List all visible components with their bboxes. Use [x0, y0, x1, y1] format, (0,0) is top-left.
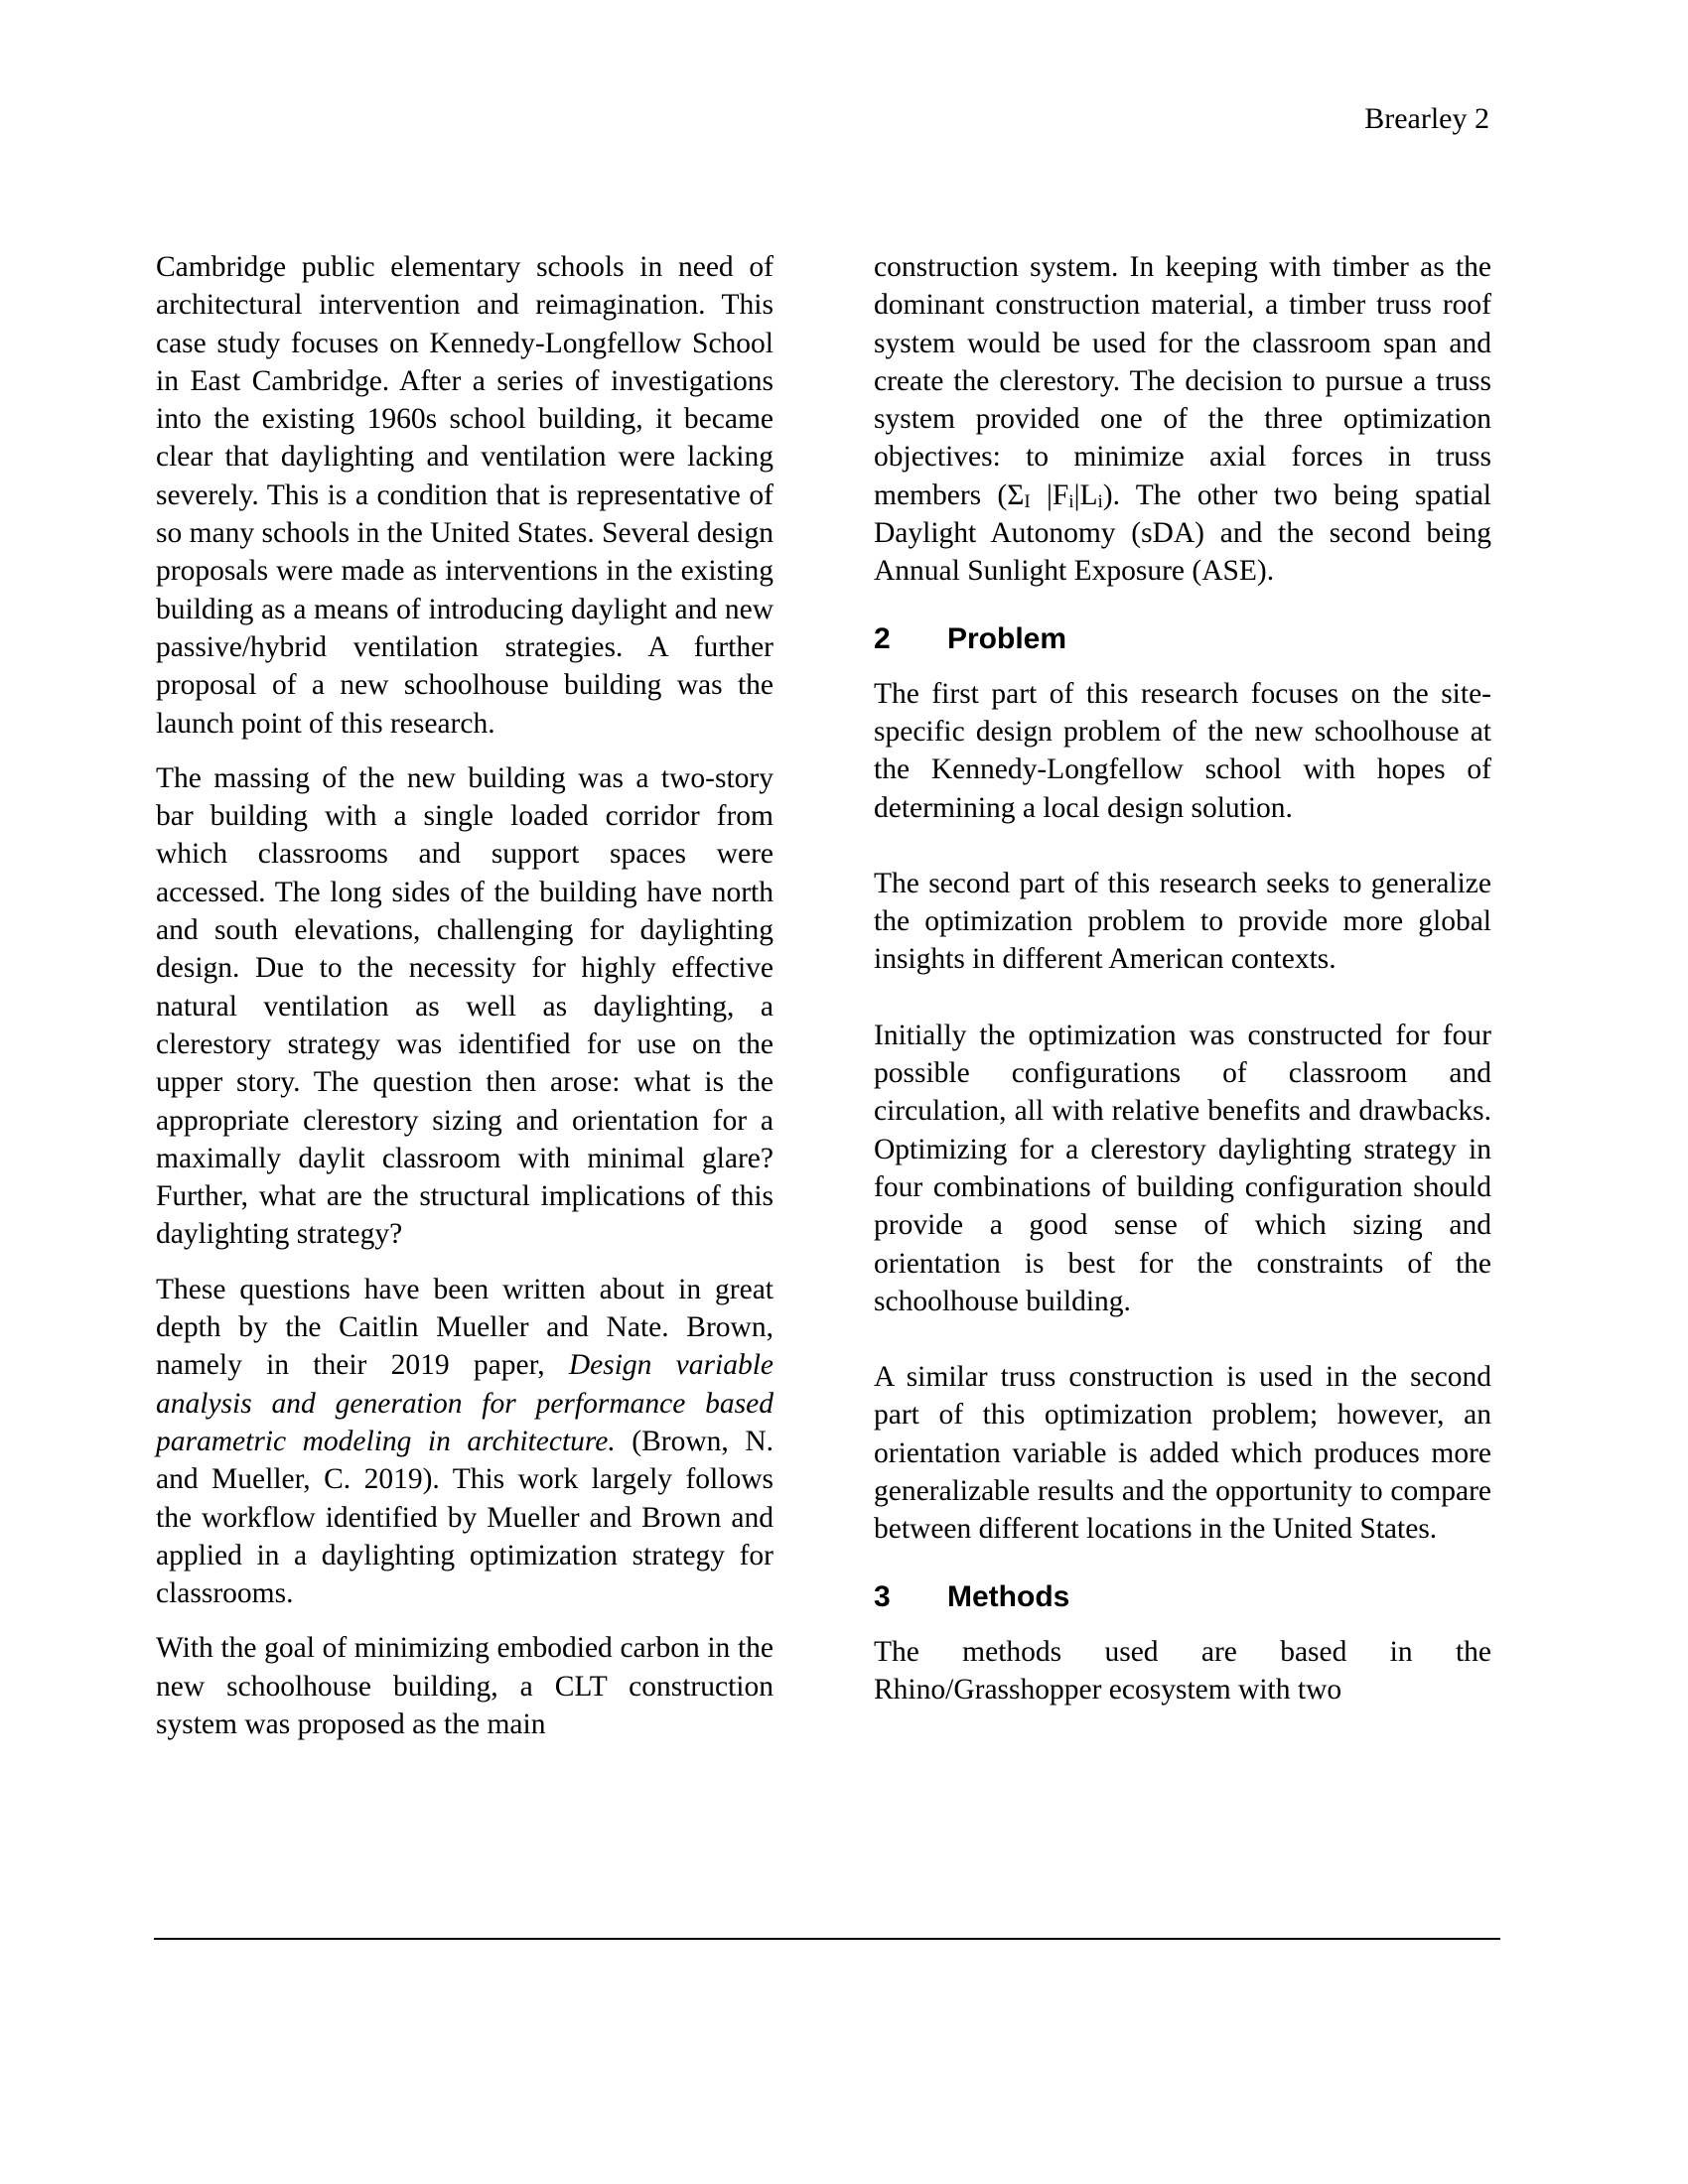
text-span: |F	[1030, 478, 1069, 511]
text-span: construction system. In keeping with timber as the dominant construction material, a timber truss roof system would be used for the classroom span and create the clerestory. The decision to pursue a truss system provided one of the three optimization objectives: to minimize axial forces in truss members (Σ	[874, 251, 1491, 511]
paragraph: With the goal of minimizing embodied carbon in the new schoolhouse building, a CLT construction system was proposed as the main	[156, 1632, 774, 1740]
section-number: 3	[874, 1579, 891, 1613]
section-heading-problem	[874, 620, 1491, 658]
paragraph: Initially the optimization was constructed for four possible configurations of classroom and circulation, all with relative benefits and drawbacks. Optimizing for a clerestory daylighting strategy in four combinations of building configuration should provide a good sense of which sizing and orientation is best for the constraints of the schoolhouse building.	[874, 1019, 1491, 1317]
section-title: Methods	[947, 1579, 1070, 1613]
paragraph-with-citation	[156, 1271, 774, 1613]
text-span: |L	[1073, 478, 1098, 511]
right-column	[874, 248, 1491, 1708]
paragraph: The massing of the new building was a two-story bar building with a single loaded corridor from which classrooms and support spaces were accessed. The long sides of the building have north and south elevations, challenging for daylighting design. Due to the necessity for highly effective natural ventilation as well as daylighting, a clerestory strategy was identified for use on the upper story. The question then arose: what is the appropriate clerestory sizing and orientation for a maximally daylit classroom with minimal glare? Further, what are the structural implications of this daylighting strategy?	[156, 761, 774, 1251]
text-span: ). The other two being spatial Daylight Autonomy (sDA) and the second being Annual Sunlight Exposure (ASE).	[874, 478, 1492, 588]
left-column	[156, 248, 774, 1760]
paragraph: Cambridge public elementary schools in need of architectural intervention and reimagination. This case study focuses on Kennedy-Longfellow School in East Cambridge. After a series of investigations into the existing 1960s school building, it became clear that daylighting and ventilation were lacking severely. This is a condition that is representative of so many schools in the United States. Several design proposals were made as interventions in the existing building as a means of introducing daylight and new passive/hybrid ventilation strategies. A further proposal of a new schoolhouse building was the launch point of this research.	[156, 251, 774, 740]
section-title: Problem	[947, 621, 1067, 655]
citation-text-after: (Brown, N. and Mueller, C. 2019). This work largely follows the workflow identified by Mueller and Brown and applied in a daylighting optimization strategy for classrooms.	[156, 1425, 774, 1610]
paper-title-italic: Design variable analysis and generation for performance based parametric modeling in architecture.	[156, 1349, 774, 1457]
paragraph: The methods used are based in the Rhino/Grasshopper ecosystem with two	[874, 1635, 1491, 1706]
paragraph: A similar truss construction is used in the second part of this optimization problem; however, an orientation variable is added which produces more generalizable results and the opportunity to compare between different locations in the United States.	[874, 1361, 1491, 1546]
citation-text-before: These questions have been written about in great depth by the Caitlin Mueller and Nate. Brown, namely in their 2019 paper,	[156, 1273, 774, 1382]
paragraph: The first part of this research focuses on the site-specific design problem of the new schoolhouse at the Kennedy-Longfellow school with hopes of determining a local design solution.	[874, 677, 1491, 824]
section-number: 2	[874, 621, 891, 655]
formula-subscript: I	[1024, 490, 1031, 512]
footer-rule	[154, 1938, 1500, 1940]
paragraph-with-formula	[874, 248, 1491, 591]
formula-subscript: i	[1068, 490, 1074, 512]
section-heading-methods	[874, 1578, 1491, 1616]
paragraph: The second part of this research seeks to generalize the optimization problem to provide more global insights in different American contexts.	[874, 867, 1491, 976]
formula-subscript: i	[1097, 490, 1103, 512]
running-header: Brearley 2	[1364, 102, 1489, 135]
